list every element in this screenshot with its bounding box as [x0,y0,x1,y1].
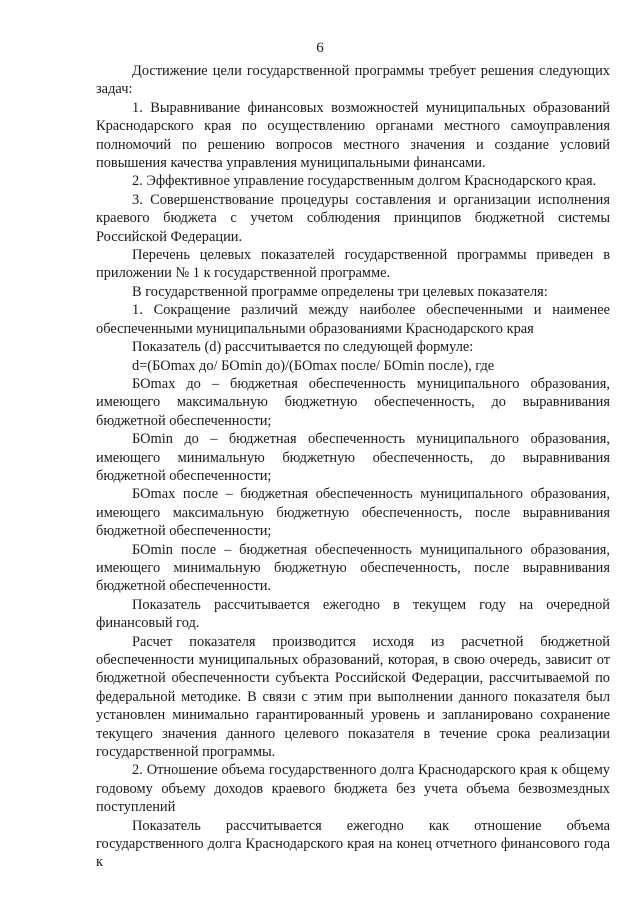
paragraph-bomax-after: БОmax после – бюджетная обеспеченность муниципального образования, имеющего максимальную бюджетную обеспеченность, после выравнивания бюджетной обеспеченности; [96,486,610,540]
paragraph-calc-annually: Показатель рассчитывается ежегодно в текущем году на очередной финансовый год. [96,596,610,632]
paragraph-indicator-2-calc: Показатель рассчитывается ежегодно как отношение объема государственного долга Краснодарского края на конец отчетного финансового года к [96,817,610,871]
paragraph-indicators-list: Перечень целевых показателей государственной программы приведен в приложении № 1 к государственной программе. [96,247,610,282]
paragraph-tasks-intro: Достижение цели государственной программы требует решения следующих задач: [96,63,610,98]
page-number: 6 [316,40,324,56]
paragraph-bomin-before: БОmin до – бюджетная обеспеченность муниципального образования, имеющего минимальную бюджетную обеспеченность, до выравнивания бюджетной обеспеченности; [96,431,610,484]
paragraph-calc-method: Расчет показателя производится исходя из расчетной бюджетной обеспеченности муниципальных образований, которая, в свою очередь, зависит от бюджетной обеспеченности субъекта Российской Федерации, рассчитываемой по федеральной методике. В связи с этим при выполнении данного показателя был установлен минимально гарантированный уровень и запланировано сохранение текущего значения данного целевого показателя в течение срока реализации государственной программы. [96,633,610,761]
paragraph-task-2: 2. Эффективное управление государственным долгом Краснодарского края. [132,173,597,190]
paragraph-bomin-after: БОmin после – бюджетная обеспеченность муниципального образования, имеющего минимальную бюджетную обеспеченность, после выравнивания бюджетной обеспеченности. [96,541,610,595]
paragraph-bomax-before: БОmax до – бюджетная обеспеченность муниципального образования, имеющего максимальную бюджетную обеспеченность, до выравнивания бюджетной обеспеченности; [96,375,610,429]
document-body [96,62,610,872]
paragraph-formula-intro: Показатель (d) рассчитывается по следующей формуле: [132,339,474,356]
paragraph-task-1: 1. Выравнивание финансовых возможностей муниципальных образований Краснодарского края по осуществлению органами местного самоуправления полномочий по решению вопросов местного значения и создание условий повышения качества управления муниципальными финансами. [96,99,610,172]
paragraph-indicator-2: 2. Отношение объема государственного долга Краснодарского края к общему годовому объему доходов краевого бюджета без учета объема безвозмездных поступлений [96,762,610,816]
paragraph-task-3: 3. Совершенствование процедуры составления и организации исполнения краевого бюджета с учетом соблюдения принципов бюджетной системы Российской Федерации. [96,191,610,245]
paragraph-formula: d=(БОmax до/ БОmin до)/(БОmax после/ БОmin после), где [132,357,495,374]
paragraph-three-indicators: В государственной программе определены три целевых показателя: [132,283,548,300]
paragraph-indicator-1: 1. Сокращение различий между наиболее обеспеченными и наименее обеспеченными муниципальными образованиями Краснодарского края [96,302,610,337]
